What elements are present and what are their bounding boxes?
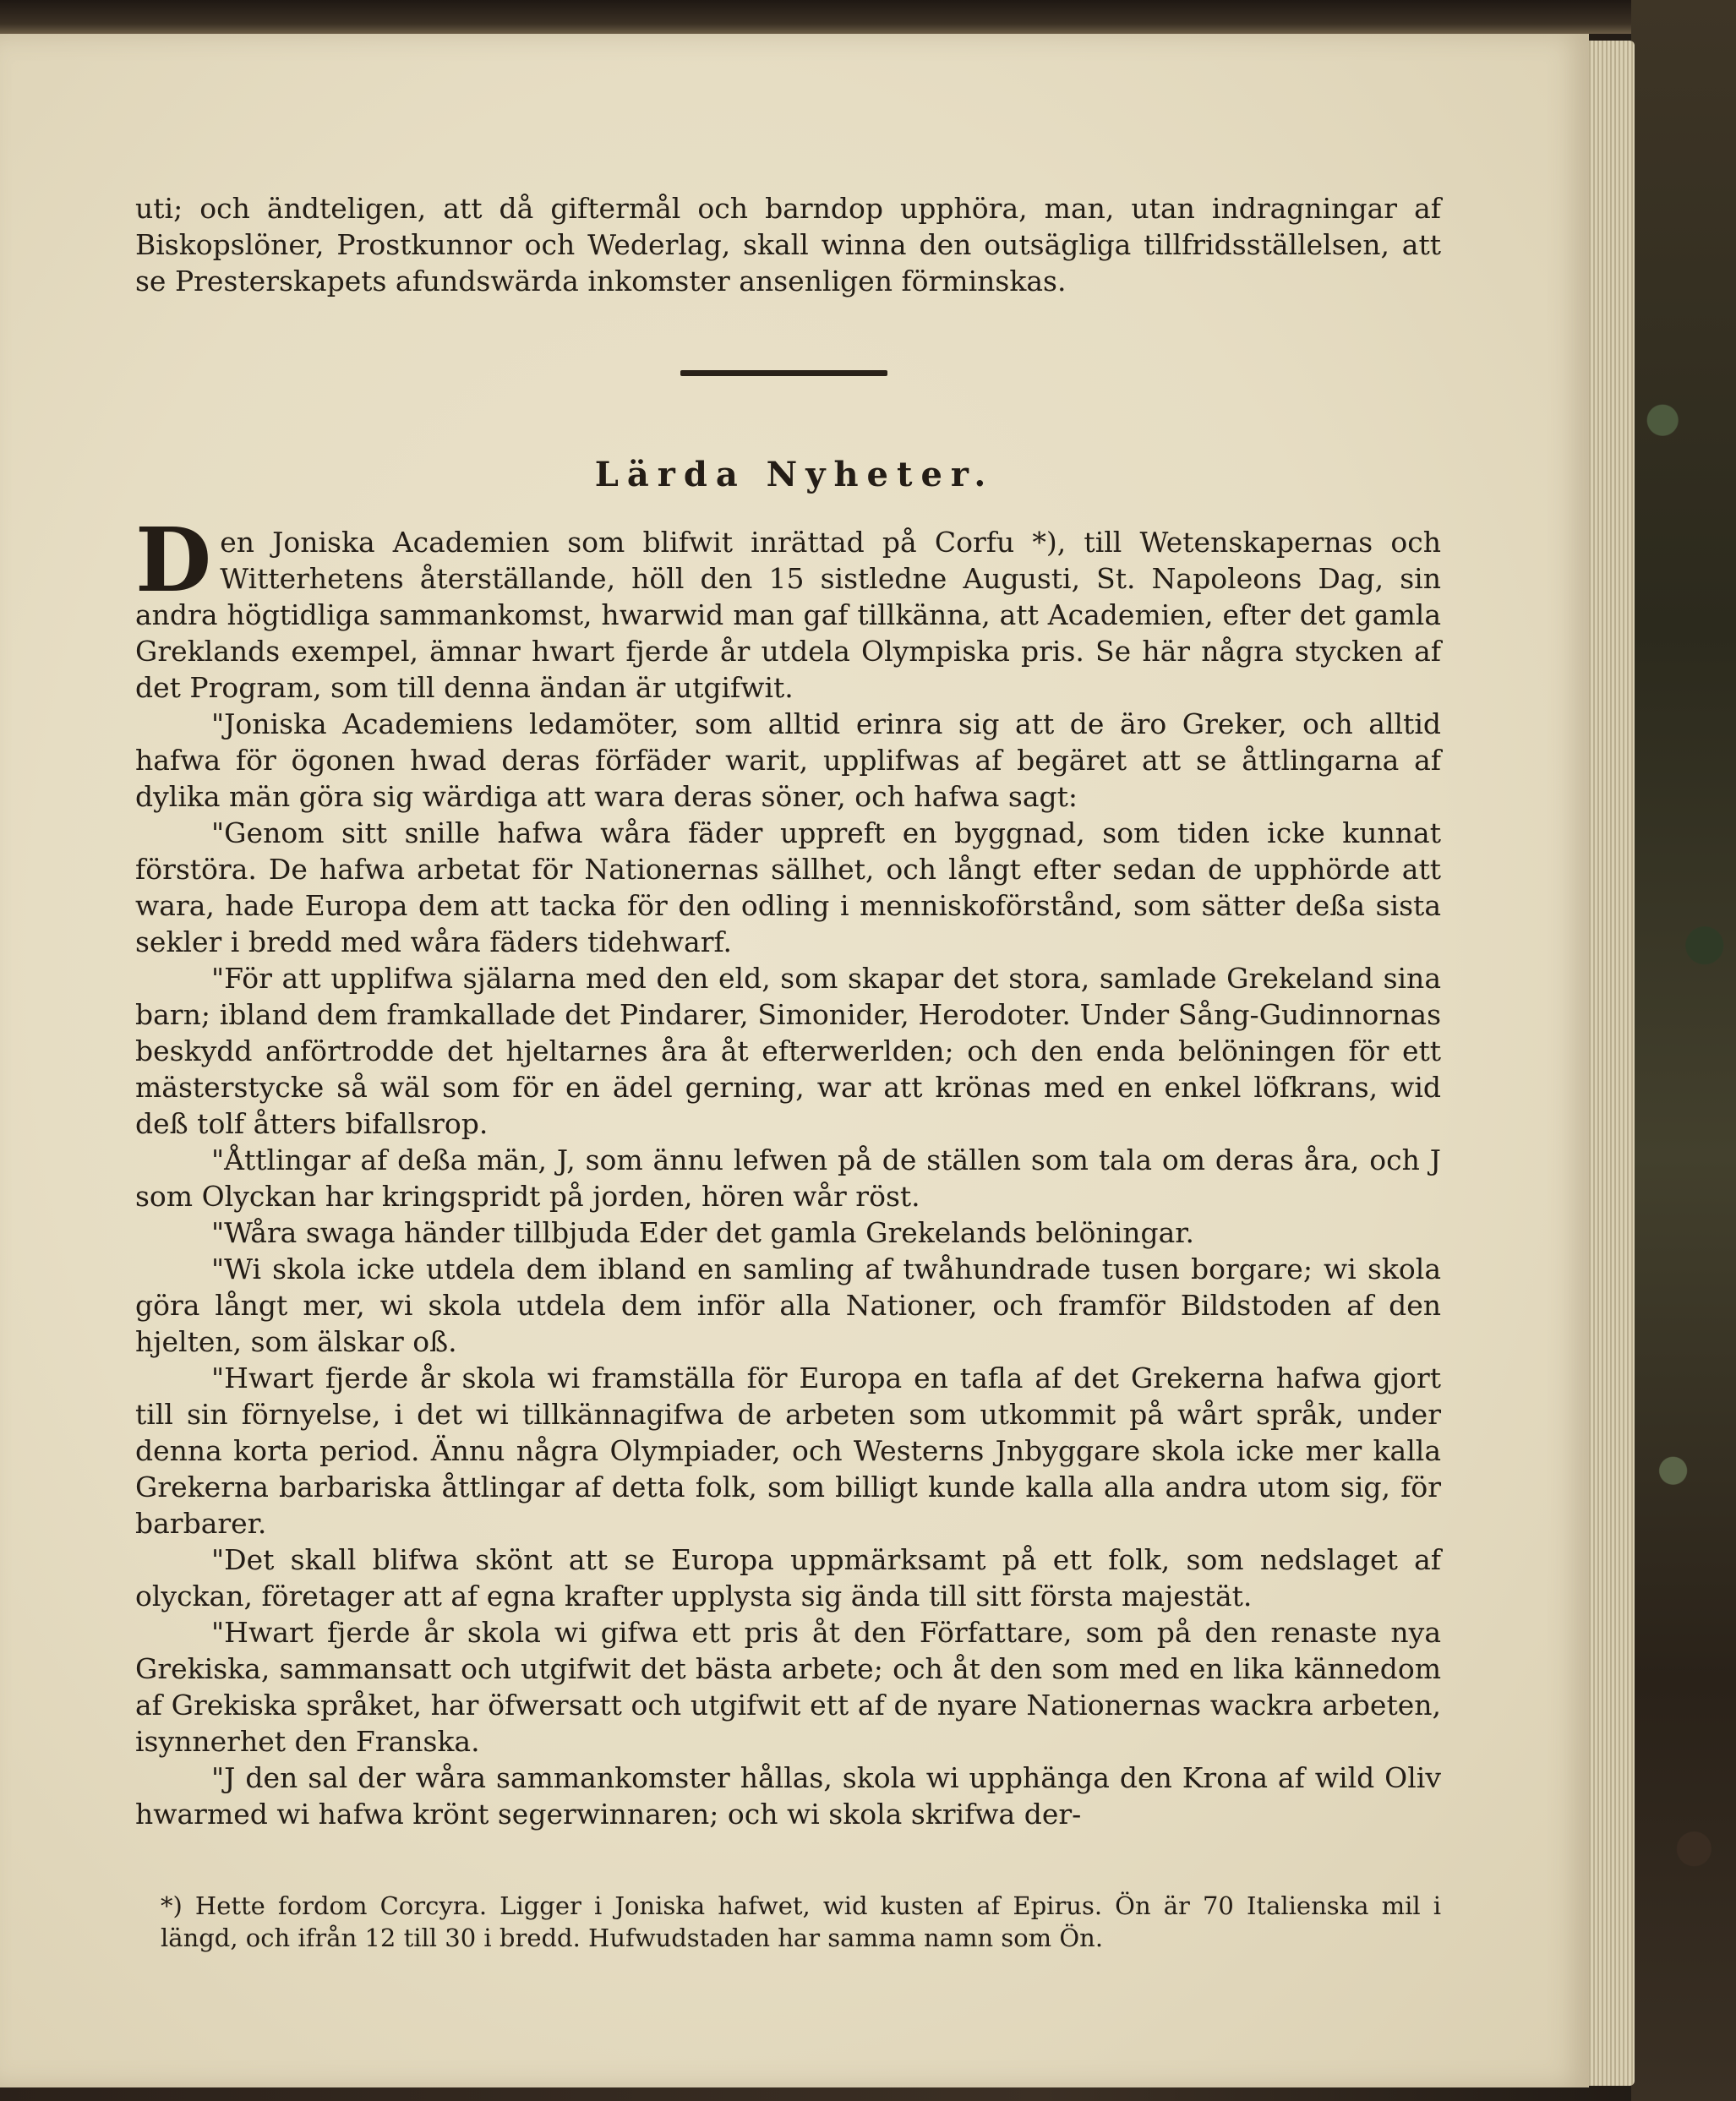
page-stack-edge xyxy=(1582,41,1635,2086)
marbled-book-edge xyxy=(1631,0,1736,2101)
article-paragraph-8: "Hwart fjerde år skola wi framställa för Europa en tafla af det Grekerna hafwa gjort till sin förnyelse, i det wi tillkännagifwa de arbeten som utkommit på wårt språk, under denna korta period. Ännu några Olympiader, och Westerns Jnbyggare skola icke mer kalla Grekerna barbariska åttlingar af detta folk, som billigt kunde kalla alla andra utom sig, för barbarer. xyxy=(135,1362,1441,1540)
article-body xyxy=(135,508,1441,1832)
intro-paragraph: uti; och ändteligen, att då giftermål och barndop upphöra, man, utan indragningar af Biskopslöner, Prostkunnor och Wederlag, skall winna den outsägliga tillfridsställelsen, att se Presterskapets afundswärda inkomster ansenligen förminskas. xyxy=(135,192,1441,297)
article-paragraph-4: "För att upplifwa själarna med den eld, som skapar det stora, samlade Grekeland sina barn; ibland dem framkallade det Pindarer, Simonider, Herodoter. Under Sång-Gudinnornas beskydd anförtrodde det hjeltarnes åra åt efterwerlden; och den enda belöningen för ett mästerstycke så wäl som för en ädel gerning, war att krönas med en enkel löfkrans, wid deß tolf åtters bifallsrop. xyxy=(135,962,1441,1140)
drop-cap-letter: D xyxy=(135,508,212,612)
article-paragraph-7: "Wi skola icke utdela dem ibland en samling af twåhundrade tusen borgare; wi skola göra långt mer, wi skola utdela dem inför alla Nationer, och framför Bildstoden af den hjelten, som älskar oß. xyxy=(135,1252,1441,1358)
article-paragraph-1-text: en Joniska Academien som blifwit inrättad på Corfu *), till Wetenskapernas och Witterhetens återställande, höll den 15 sistledne Augusti, St. Napoleons Dag, sin andra högtidliga sammankomst, hwarwid man gaf tillkänna, att Academien, efter det gamla Greklands exempel, ämnar hwart fjerde år utdela Olympiska pris. Se här några stycken af det Program, som till denna ändan är utgifwit. xyxy=(135,526,1441,704)
article-paragraph-6: "Wåra swaga händer tillbjuda Eder det gamla Grekelands belöningar. xyxy=(211,1216,1194,1249)
footnote-text: *) Hette fordom Corcyra. Ligger i Joniska hafwet, wid kusten af Epirus. Ön är 70 Italienska mil i längd, och ifrån 12 till 30 i bredd. Hufwudstaden har samma namn som Ön. xyxy=(161,1891,1441,1952)
article-paragraph-11: "J den sal der wåra sammankomster hållas, skola wi upphänga den Krona af wild Oliv hwarmed wi hafwa krönt segerwinnaren; och wi skola skrifwa der- xyxy=(135,1761,1441,1831)
section-heading: Lärda Nyheter. xyxy=(594,455,995,494)
book-top-edge xyxy=(0,0,1736,34)
article-paragraph-10: "Hwart fjerde år skola wi gifwa ett pris åt den Författare, som på den renaste nya Grekiska, sammansatt och utgifwit det bästa arbete; och åt den som med en lika kännedom af Grekiska språket, har öfwersatt och utgifwit ett af de nyare Nationernas wackra arbeten, isynnerhet den Franska. xyxy=(135,1616,1441,1758)
article-paragraph-1 xyxy=(135,508,1441,706)
footnote-block xyxy=(161,1890,1441,1954)
article-paragraph-3: "Genom sitt snille hafwa wåra fäder uppreft en byggnad, som tiden icke kunnat förstöra. De hafwa arbetat för Nationernas sällhet, och långt efter sedan de upphörde att wara, hade Europa dem att tacka för den odling i menniskoförstånd, som sätter deßa sista sekler i bredd med wåra fäders tidehwarf. xyxy=(135,816,1441,958)
intro-paragraph-block xyxy=(135,190,1441,299)
section-divider-rule xyxy=(680,370,887,376)
book-page xyxy=(0,34,1589,2087)
article-paragraph-2: "Joniska Academiens ledamöter, som alltid erinra sig att de äro Greker, och alltid hafwa för ögonen hwad deras förfäder warit, upplifwas af begäret att se åttlingarna af dylika män göra sig wärdiga att wara deras söner, och hafwa sagt: xyxy=(135,707,1441,813)
article-paragraph-9: "Det skall blifwa skönt att se Europa uppmärksamt på ett folk, som nedslaget af olyckan, företager att af egna krafter upplysta sig ända till sitt första majestät. xyxy=(135,1543,1441,1613)
article-paragraph-5: "Åttlingar af deßa män, J, som ännu lefwen på de ställen som tala om deras åra, och J som Olyckan har kringspridt på jorden, hören wår röst. xyxy=(135,1143,1441,1213)
